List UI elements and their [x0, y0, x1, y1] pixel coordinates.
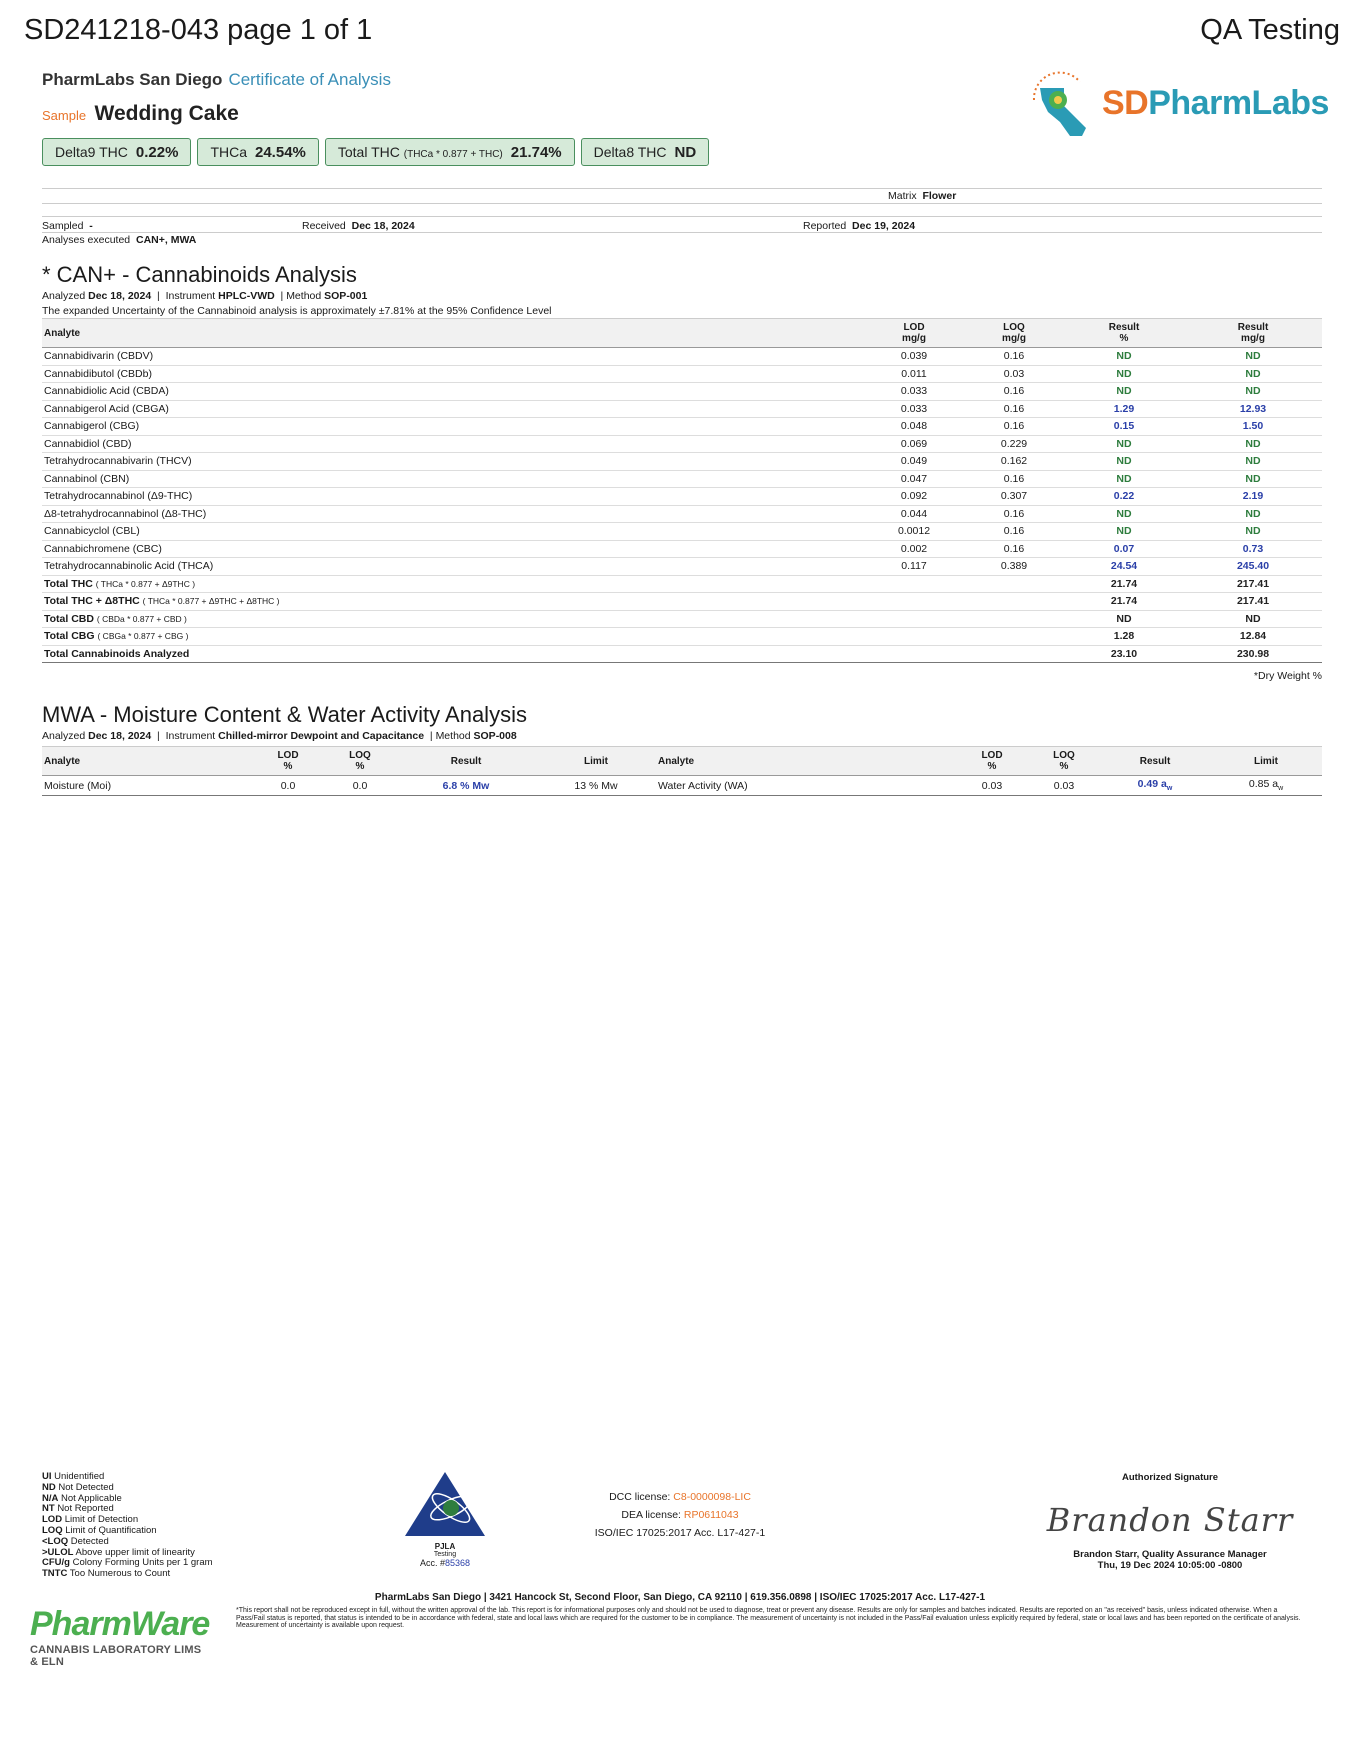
result-mg-cell: ND	[1184, 435, 1322, 453]
lod-cell: 0.049	[864, 453, 964, 471]
loq-cell: 0.16	[964, 418, 1064, 436]
pharmware-wordmark: PharmWare	[30, 1605, 210, 1643]
lod-cell: 0.048	[864, 418, 964, 436]
can-analyzed-line: Analyzed Dec 18, 2024 | Instrument HPLC-VWD | Method SOP-001	[42, 290, 368, 302]
col-loq: LOQ mg/g	[964, 319, 1064, 348]
col-result: Result	[396, 747, 536, 776]
pill-label: Total THC	[337, 144, 400, 160]
loq-cell: 0.16	[964, 383, 1064, 401]
result-pct-cell: ND	[1064, 470, 1184, 488]
total-row	[42, 645, 1322, 663]
mwa-title: MWA - Moisture Content & Water Activity Analysis	[42, 702, 527, 727]
can-title: * CAN+ - Cannabinoids Analysis	[42, 262, 357, 287]
lod-cell: 0.033	[864, 383, 964, 401]
result-mg-cell: ND	[1184, 505, 1322, 523]
logo-pharmlabs: PharmLabs	[1148, 84, 1329, 122]
table-row	[42, 453, 1322, 471]
loq-cell: 0.16	[964, 523, 1064, 541]
table-row	[42, 776, 1322, 796]
can-uncertainty: The expanded Uncertainty of the Cannabinoid analysis is approximately ±7.81% at the 95% Confidence Level	[42, 305, 552, 317]
matrix-field: Matrix Flower	[888, 190, 957, 202]
col-result-2: Result	[1100, 747, 1210, 776]
col-loq: LOQ %	[324, 747, 396, 776]
result-mg-cell: ND	[1184, 610, 1322, 628]
total-row	[42, 610, 1322, 628]
result-pct-cell: ND	[1064, 435, 1184, 453]
lod-cell: 0.033	[864, 400, 964, 418]
loq-cell: 0.162	[964, 453, 1064, 471]
legend-item: CFU/g Colony Forming Units per 1 gram	[42, 1557, 213, 1569]
lab-address: PharmLabs San Diego | 3421 Hancock St, Second Floor, San Diego, CA 92110 | 619.356.0898 | ISO/IEC 17025:2017 Acc. L17-427-1	[374, 1592, 986, 1603]
divider	[42, 232, 1322, 233]
table-row	[42, 418, 1322, 436]
lod-cell: 0.002	[864, 540, 964, 558]
mwa-table	[42, 746, 1322, 796]
dea-license: DEA license: RP0611043	[621, 1509, 739, 1521]
sdpharmlabs-logo	[1030, 70, 1329, 142]
result-mg-cell: 217.41	[1184, 593, 1322, 611]
loq-cell: 0.16	[964, 348, 1064, 366]
result-pct-cell: ND	[1064, 348, 1184, 366]
total-label-cell: Total Cannabinoids Analyzed	[42, 645, 864, 663]
analyte-cell: Tetrahydrocannabinol (Δ9-THC)	[42, 488, 864, 506]
pharmware-tagline: CANNABIS LABORATORY LIMS & ELN	[30, 1644, 202, 1668]
result-mg-cell: ND	[1184, 453, 1322, 471]
signature-date: Thu, 19 Dec 2024 10:05:00 -0800	[1097, 1560, 1243, 1571]
loq-cell: 0.16	[964, 505, 1064, 523]
lod-cell: 0.069	[864, 435, 964, 453]
divider	[42, 203, 1322, 204]
signature-block	[1040, 1472, 1300, 1571]
col-lod-2: LOD %	[956, 747, 1028, 776]
result-pct-cell: 21.74	[1064, 575, 1184, 593]
col-limit-2: Limit	[1210, 747, 1322, 776]
lod-cell: 0.011	[864, 365, 964, 383]
loq-cell: 0.16	[964, 400, 1064, 418]
pjla-name: PJLA	[434, 1542, 456, 1551]
result-pct-cell: ND	[1064, 523, 1184, 541]
result-pct-cell: 0.07	[1064, 540, 1184, 558]
table-row	[42, 383, 1322, 401]
result-mg-cell: ND	[1184, 348, 1322, 366]
result-mg-cell: 0.73	[1184, 540, 1322, 558]
total-label-cell: Total THC + Δ8THC ( THCa * 0.877 + Δ9THC + Δ8THC )	[42, 593, 864, 611]
total-label-cell: Total CBG ( CBGa * 0.877 + CBG )	[42, 628, 864, 646]
analyte-cell: Δ8-tetrahydrocannabinol (Δ8-THC)	[42, 505, 864, 523]
analyte-cell: Cannabidiol (CBD)	[42, 435, 864, 453]
dcc-license: DCC license: C8-0000098-LIC	[609, 1491, 751, 1503]
analyses-field: Analyses executed CAN+, MWA	[42, 234, 197, 246]
result-mg-cell: 245.40	[1184, 558, 1322, 576]
limit-cell: 0.85 $a_w$	[1210, 776, 1322, 796]
table-row	[42, 470, 1322, 488]
received-field: Received Dec 18, 2024	[302, 220, 415, 232]
total-row	[42, 575, 1322, 593]
sample-line	[42, 102, 239, 126]
legend-item: UI Unidentified	[42, 1471, 105, 1482]
legend-item: NT Not Reported	[42, 1503, 114, 1515]
analyte-cell: Cannabigerol Acid (CBGA)	[42, 400, 864, 418]
divider	[42, 188, 1322, 189]
pill-value: 0.22%	[135, 144, 179, 161]
pjla-logo-icon	[403, 1470, 487, 1540]
lab-name: PharmLabs San Diego	[42, 70, 223, 89]
logo-wordmark	[1102, 84, 1329, 123]
result-mg-cell: 217.41	[1184, 575, 1322, 593]
col-loq-2: LOQ %	[1028, 747, 1100, 776]
legend-item: TNTC Too Numerous to Count	[42, 1568, 171, 1580]
sample-name: Wedding Cake	[94, 102, 239, 125]
lod-cell: 0.0012	[864, 523, 964, 541]
licenses	[560, 1488, 800, 1542]
mwa-analyzed-line: Analyzed Dec 18, 2024 | Instrument Chilled-mirror Dewpoint and Capacitance | Method SOP-008	[42, 730, 517, 742]
lod-cell: 0.044	[864, 505, 964, 523]
sampled-field: Sampled -	[42, 220, 93, 232]
col-analyte: Analyte	[42, 747, 252, 776]
pill-delta8	[581, 138, 710, 166]
total-label-cell: Total THC ( THCa * 0.877 + Δ9THC )	[42, 575, 864, 593]
pill-thca	[197, 138, 318, 166]
col-lod: LOD %	[252, 747, 324, 776]
legend-item: ND Not Detected	[42, 1481, 114, 1493]
pjla-sub: Testing	[433, 1551, 457, 1558]
pill-label: THCa	[210, 144, 247, 160]
logo-sd: SD	[1102, 84, 1149, 122]
result-pct-cell: 0.22	[1064, 488, 1184, 506]
signature-title: Authorized Signature	[1121, 1472, 1219, 1483]
col-analyte-2: Analyte	[656, 747, 956, 776]
disclaimer: *This report shall not be reproduced except in full, without the written approval of the lab. This report is for informational purposes only and should not be used to diagnose, treat or prevent any disease. Results are only for samples and batches indicated. Results are reported on an "as received" basis, unless indicated otherwise. When a Pass/Fail status is reported, that status is intended to be in accordance with federal, state and local laws which are required for the customer to be in compliance. The measurement of uncertainty is not included in the Pass/Fail evaluation unless explicitly required by federal, state or local laws and has been reported on the certificate of analysis. Measurement of uncertainty is available upon request.	[236, 1607, 1301, 1629]
loq-cell: 0.389	[964, 558, 1064, 576]
legend-item: LOD Limit of Detection	[42, 1514, 139, 1526]
abbreviation-legend	[42, 1472, 213, 1580]
page-id: SD241218-043 page 1 of 1	[24, 14, 373, 46]
result-mg-cell: 230.98	[1184, 645, 1322, 663]
result-mg-cell: ND	[1184, 383, 1322, 401]
result-cell: 6.8 % Mw	[396, 776, 536, 796]
result-pct-cell: ND	[1064, 610, 1184, 628]
pill-value: 21.74%	[510, 144, 562, 161]
loq-cell: 0.03	[1028, 776, 1100, 796]
table-row	[42, 523, 1322, 541]
result-pct-cell: 1.28	[1064, 628, 1184, 646]
analyte-cell: Moisture (Moi)	[42, 776, 252, 796]
col-analyte: Analyte	[42, 319, 864, 348]
doc-type: Certificate of Analysis	[228, 70, 391, 89]
result-pct-cell: 21.74	[1064, 593, 1184, 611]
pill-value: 24.54%	[255, 144, 306, 161]
result-pct-cell: ND	[1064, 505, 1184, 523]
result-pct-cell: ND	[1064, 383, 1184, 401]
pjla-acc: Acc. #85368	[419, 1558, 471, 1568]
table-row	[42, 558, 1322, 576]
lod-cell: 0.039	[864, 348, 964, 366]
legend-item: LOQ Limit of Quantification	[42, 1524, 157, 1536]
result-mg-cell: 1.50	[1184, 418, 1322, 436]
loq-cell: 0.307	[964, 488, 1064, 506]
table-row	[42, 365, 1322, 383]
result-mg-cell: ND	[1184, 365, 1322, 383]
analyte-cell: Tetrahydrocannabinolic Acid (THCA)	[42, 558, 864, 576]
analyte-cell: Tetrahydrocannabivarin (THCV)	[42, 453, 864, 471]
total-row	[42, 628, 1322, 646]
pill-delta9	[42, 138, 191, 166]
result-mg-cell: 12.93	[1184, 400, 1322, 418]
table-row	[42, 348, 1322, 366]
pill-total-thc	[325, 138, 575, 166]
lod-cell: 0.047	[864, 470, 964, 488]
analyte-cell: Cannabicyclol (CBL)	[42, 523, 864, 541]
analyte-cell: Water Activity (WA)	[656, 776, 956, 796]
analyte-cell: Cannabidiolic Acid (CBDA)	[42, 383, 864, 401]
handwritten-signature: Brandon Starr	[1046, 1501, 1294, 1539]
col-result-pct: Result %	[1064, 319, 1184, 348]
signer-name: Brandon Starr, Quality Assurance Manager	[1073, 1549, 1267, 1560]
lod-cell: 0.117	[864, 558, 964, 576]
legend-item: N/A Not Applicable	[42, 1492, 122, 1504]
pjla-badge	[400, 1470, 490, 1568]
divider	[42, 216, 1322, 217]
table-row	[42, 505, 1322, 523]
result-mg-cell: ND	[1184, 470, 1322, 488]
sample-label: Sample	[42, 108, 87, 123]
table-row	[42, 400, 1322, 418]
reported-field: Reported Dec 19, 2024	[803, 220, 916, 232]
result-mg-cell: ND	[1184, 523, 1322, 541]
table-header-row	[42, 319, 1322, 348]
dry-weight-note: *Dry Weight %	[1253, 670, 1322, 682]
lod-cell: 0.0	[252, 776, 324, 796]
pill-note: (THCa * 0.877 + THC)	[403, 149, 503, 160]
pill-label: Delta8 THC	[593, 144, 667, 160]
analyte-cell: Cannabinol (CBN)	[42, 470, 864, 488]
table-header-row	[42, 747, 1322, 776]
california-logo-icon	[1030, 70, 1100, 142]
pill-label: Delta9 THC	[55, 144, 128, 160]
pill-value: ND	[674, 144, 697, 161]
table-row	[42, 540, 1322, 558]
result-pct-cell: 23.10	[1064, 645, 1184, 663]
summary-pills	[42, 138, 709, 166]
lab-line	[42, 70, 391, 90]
loq-cell: 0.03	[964, 365, 1064, 383]
result-pct-cell: 24.54	[1064, 558, 1184, 576]
limit-cell: 13 % Mw	[536, 776, 656, 796]
col-lod: LOD mg/g	[864, 319, 964, 348]
iso-accreditation: ISO/IEC 17025:2017 Acc. L17-427-1	[594, 1527, 766, 1539]
result-cell: 0.49 $a_w$	[1100, 776, 1210, 796]
result-mg-cell: 2.19	[1184, 488, 1322, 506]
analyte-cell: Cannabichromene (CBC)	[42, 540, 864, 558]
total-row	[42, 593, 1322, 611]
loq-cell: 0.16	[964, 540, 1064, 558]
col-limit: Limit	[536, 747, 656, 776]
loq-cell: 0.16	[964, 470, 1064, 488]
lod-cell: 0.03	[956, 776, 1028, 796]
cannabinoids-table	[42, 318, 1322, 663]
result-pct-cell: ND	[1064, 453, 1184, 471]
lod-cell: 0.092	[864, 488, 964, 506]
total-label-cell: Total CBD ( CBDa * 0.877 + CBD )	[42, 610, 864, 628]
loq-cell: 0.0	[324, 776, 396, 796]
legend-item: <LOQ Detected	[42, 1535, 109, 1547]
result-pct-cell: 1.29	[1064, 400, 1184, 418]
table-row	[42, 488, 1322, 506]
col-result-mg: Result mg/g	[1184, 319, 1322, 348]
analyte-cell: Cannabigerol (CBG)	[42, 418, 864, 436]
analyte-cell: Cannabidivarin (CBDV)	[42, 348, 864, 366]
analyte-cell: Cannabidibutol (CBDb)	[42, 365, 864, 383]
result-mg-cell: 12.84	[1184, 628, 1322, 646]
legend-item: >ULOL Above upper limit of linearity	[42, 1546, 195, 1558]
pharmware-logo	[30, 1605, 210, 1668]
qa-testing-label: QA Testing	[1200, 14, 1340, 46]
table-row	[42, 435, 1322, 453]
loq-cell: 0.229	[964, 435, 1064, 453]
result-pct-cell: ND	[1064, 365, 1184, 383]
result-pct-cell: 0.15	[1064, 418, 1184, 436]
